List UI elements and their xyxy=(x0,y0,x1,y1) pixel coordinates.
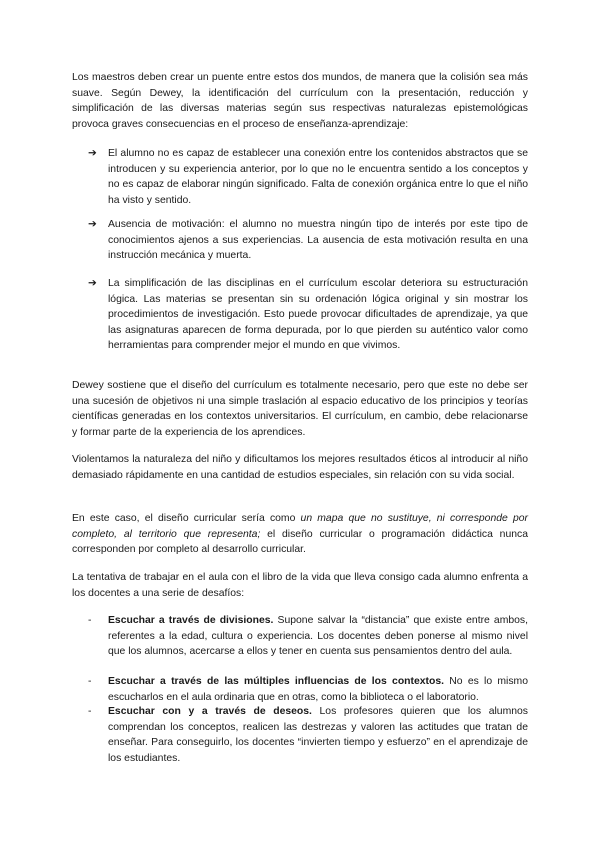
consequence-item xyxy=(88,146,528,208)
challenge-title: Escuchar con y a través de deseos. xyxy=(108,706,312,717)
consequence-text: El alumno no es capaz de establecer una conexión entre los contenidos abstractos que se introducen y su experiencia anterior, por lo que no le encuentra sentido a los conceptos y no es capaz de elaborar ningún significado. Falta de conexión orgánica entre lo que el niño ha visto y sentido. xyxy=(108,148,528,206)
consequence-item xyxy=(88,217,528,264)
challenge-title: Escuchar a través de divisiones. xyxy=(108,615,274,626)
arrow-bullet-icon: ➔ xyxy=(88,278,97,289)
map-analogy-lead: En este caso, el diseño curricular sería como xyxy=(72,513,301,524)
consequence-text: La simplificación de las disciplinas en el currículum escolar deteriora su estructuración lógica. Las materias se presentan sin su ordenación lógica original y sin mostrar los procedimientos de investigación. Esto puede provocar dificultades de aprendizaje, ya que las asignaturas aparecen de forma depurada, por lo que pierden su auténtico valor como herramientas para comprender mejor el mundo en que vivimos. xyxy=(108,278,528,352)
consequence-item xyxy=(88,276,528,354)
consequence-text: Ausencia de motivación: el alumno no muestra ningún tipo de interés por este tipo de conocimientos ajenos a sus experiencias. La ausencia de esta motivación resulta en una instrucción mecánica y muerta. xyxy=(108,219,528,262)
dash-bullet: - xyxy=(88,615,92,626)
arrow-bullet-icon: ➔ xyxy=(88,148,97,159)
challenge-item xyxy=(88,704,528,766)
challenge-title: Escuchar a través de las múltiples influencias de los contextos. xyxy=(108,676,445,687)
tentativa-paragraph: La tentativa de trabajar en el aula con el libro de la vida que lleva consigo cada alumno enfrenta a los docentes a una serie de desafíos: xyxy=(72,572,528,599)
challenge-item xyxy=(88,613,528,660)
intro-paragraph: Los maestros deben crear un puente entre estos dos mundos, de manera que la colisión sea más suave. Según Dewey, la identificación del currículum con la presentación, reducción y simplificación de las diversas materias según sus respectivas naturalezas epistemológicas provoca graves consecuencias en el proceso de enseñanza-aprendizaje: xyxy=(72,72,528,130)
violentamos-paragraph: Violentamos la naturaleza del niño y dificultamos los mejores resultados éticos al introducir al niño demasiado rápidamente en una cantidad de estudios especiales, sin relación con su vida social. xyxy=(72,454,528,481)
challenge-text: Supone salvar la “distancia” que existe entre ambos, referentes a la edad, cultura o experiencia. Los docentes deben ponerse al mismo nivel que los alumnos, acercarse a ellos y tener en cuenta sus pensamientos dentro del aula. xyxy=(108,615,529,658)
map-analogy-quote: un mapa que no sustituye, ni corresponde por completo, al territorio que representa; xyxy=(72,513,528,540)
challenge-item xyxy=(88,674,528,705)
arrow-bullet-icon: ➔ xyxy=(88,219,97,230)
dewey-paragraph: Dewey sostiene que el diseño del currículum es totalmente necesario, pero que este no debe ser una sucesión de objetivos ni una simple traslación al espacio educativo de los principios y teorías científicas generadas en los contextos universitarios. El currículum, en cambio, debe relacionarse y formar parte de la experiencia de los aprendices. xyxy=(72,380,528,438)
challenge-text: No es lo mismo escucharlos en el aula ordinaria que en otras, como la biblioteca o el laboratorio. xyxy=(108,676,528,703)
dash-bullet: - xyxy=(88,706,92,717)
map-analogy-tail: el diseño curricular o programación didáctica nunca corresponden por completo al desarrollo curricular. xyxy=(72,528,528,556)
challenge-text: Los profesores quieren que los alumnos comprendan los conceptos, realicen las destrezas y valoren las actitudes que tratan de enseñar. Para conseguirlo, los docentes “invierten tiempo y esfuerzo” en el aprendizaje de los estudiantes. xyxy=(108,706,528,764)
map-analogy-paragraph xyxy=(72,511,528,558)
dash-bullet: - xyxy=(88,676,92,687)
